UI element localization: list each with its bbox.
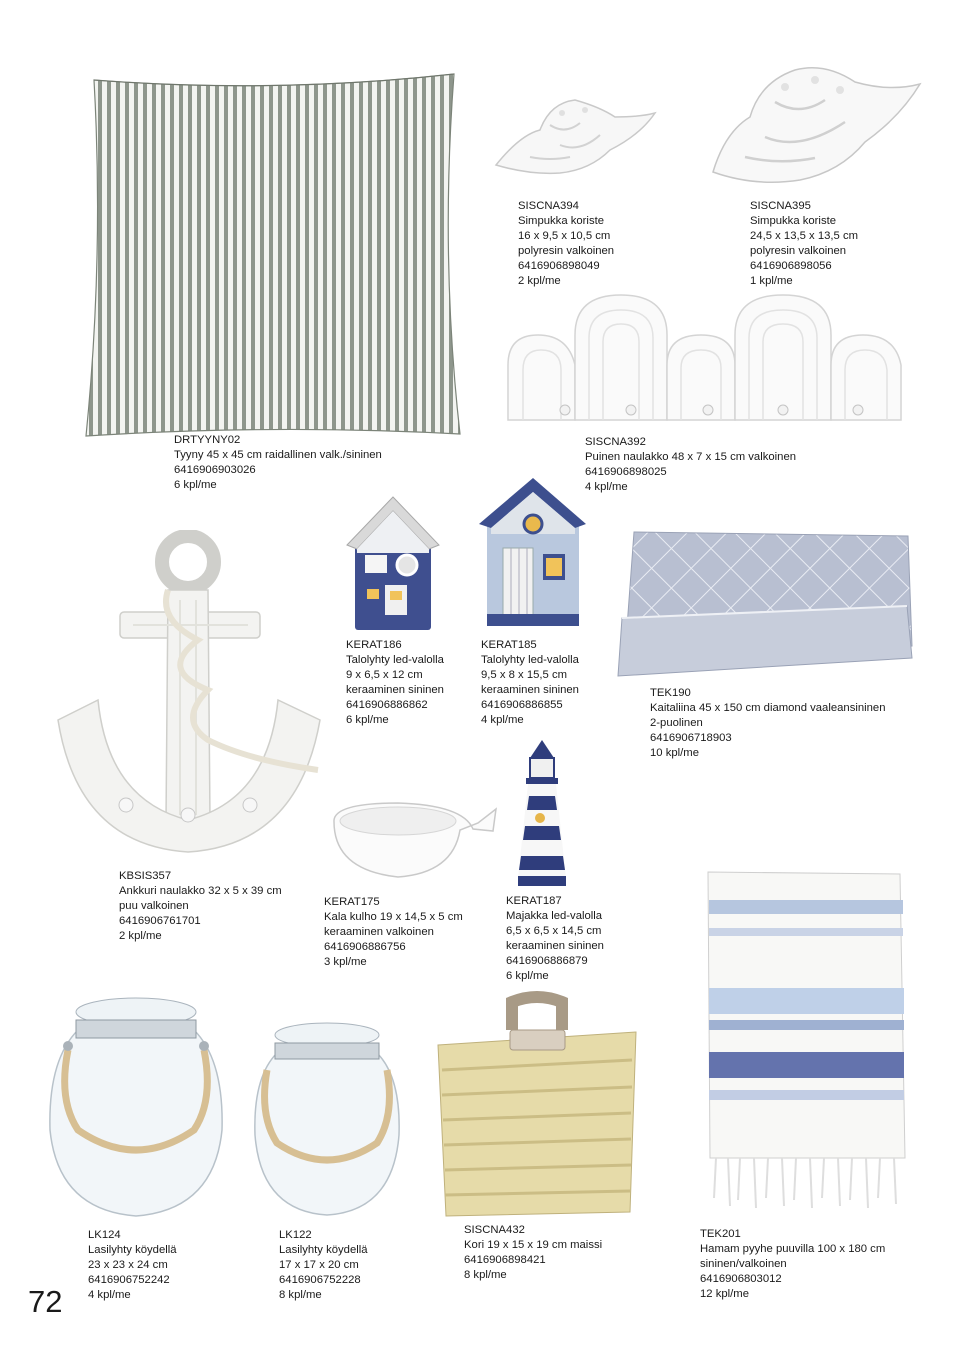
product-code: LK124 (88, 1229, 121, 1241)
product-code: SISCNA392 (585, 436, 646, 448)
runner-image (612, 528, 917, 678)
product-code: LK122 (279, 1229, 312, 1241)
product-code: DRTYYNY02 (174, 434, 241, 446)
product-material: polyresin valkoinen (750, 245, 847, 257)
product-dimensions: 17 x 17 x 20 cm (279, 1259, 359, 1271)
product-pack-size: 8 kpl/me (464, 1269, 507, 1281)
product-ean: 6416906761701 (119, 915, 201, 927)
product-description: Talolyhty led-valolla (346, 654, 444, 666)
pillow-image (80, 72, 470, 442)
anchor-image (38, 530, 348, 860)
product-material: keraaminen valkoinen (324, 926, 434, 938)
lighthouse-image (510, 738, 575, 888)
towel-image (700, 868, 915, 1218)
anchor-caption (119, 869, 282, 944)
product-dimensions: 9,5 x 8 x 15,5 cm (481, 669, 568, 681)
product-material: keraaminen sininen (346, 684, 444, 696)
product-dimensions: 9 x 6,5 x 12 cm (346, 669, 423, 681)
product-pack-size: 3 kpl/me (324, 956, 367, 968)
product-code: KERAT186 (346, 639, 402, 651)
product-pack-size: 6 kpl/me (174, 479, 217, 491)
product-description: Simpukka koriste (750, 215, 837, 227)
product-description: Ankkuri naulakko 32 x 5 x 39 cm (119, 885, 282, 897)
product-dimensions: 6,5 x 6,5 x 14,5 cm (506, 925, 602, 937)
product-material: puu valkoinen (119, 900, 189, 912)
runner-caption (650, 686, 886, 761)
product-description: Tyyny 45 x 45 cm raidallinen valk./sininen (174, 449, 382, 461)
product-description: Majakka led-valolla (506, 910, 603, 922)
product-description: Talolyhty led-valolla (481, 654, 579, 666)
product-dimensions: 16 x 9,5 x 10,5 cm (518, 230, 611, 242)
product-ean: 6416906752242 (88, 1274, 170, 1286)
product-pack-size: 4 kpl/me (481, 714, 524, 726)
lantern-small-caption (279, 1228, 368, 1303)
product-ean: 6416906886855 (481, 699, 563, 711)
product-description: Lasilyhty köydellä (279, 1244, 368, 1256)
product-pack-size: 1 kpl/me (750, 275, 793, 287)
product-pack-size: 8 kpl/me (279, 1289, 322, 1301)
product-ean: 6416906898421 (464, 1254, 546, 1266)
product-ean: 6416906886862 (346, 699, 428, 711)
product-material: keraaminen sininen (506, 940, 604, 952)
product-material: keraaminen sininen (481, 684, 579, 696)
product-code: SISCNA395 (750, 200, 811, 212)
product-pack-size: 6 kpl/me (506, 970, 549, 982)
product-description: Kaitaliina 45 x 150 cm diamond vaaleansininen (650, 702, 886, 714)
product-code: SISCNA394 (518, 200, 579, 212)
product-ean: 6416906752228 (279, 1274, 361, 1286)
product-pack-size: 2 kpl/me (119, 930, 162, 942)
product-ean: 6416906718903 (650, 732, 732, 744)
product-pack-size: 2 kpl/me (518, 275, 561, 287)
product-code: SISCNA432 (464, 1224, 525, 1236)
pillow-caption (174, 433, 382, 493)
shell-small-caption (518, 199, 614, 289)
shell-small-image (490, 95, 660, 180)
product-ean: 6416906803012 (700, 1273, 782, 1285)
product-description: Lasilyhty köydellä (88, 1244, 177, 1256)
house-small-image (343, 493, 443, 633)
product-pack-size: 4 kpl/me (585, 481, 628, 493)
product-ean: 6416906898056 (750, 260, 832, 272)
product-dimensions: 23 x 23 x 24 cm (88, 1259, 168, 1271)
fish-bowl-image (328, 795, 503, 880)
product-ean: 6416906886879 (506, 955, 588, 967)
product-code: KBSIS357 (119, 870, 172, 882)
product-ean: 6416906898025 (585, 466, 667, 478)
towel-caption (700, 1227, 885, 1302)
product-code: KERAT185 (481, 639, 537, 651)
product-color: sininen/valkoinen (700, 1258, 787, 1270)
product-pack-size: 10 kpl/me (650, 747, 699, 759)
lantern-large-image (38, 990, 233, 1220)
lantern-small-image (245, 1015, 410, 1220)
house-large-image (475, 474, 590, 630)
product-description: Hamam pyyhe puuvilla 100 x 180 cm (700, 1243, 886, 1255)
shell-large-caption (750, 199, 858, 289)
lantern-large-caption (88, 1228, 177, 1303)
fish-bowl-caption (324, 895, 463, 970)
product-description: Simpukka koriste (518, 215, 605, 227)
basket-image (432, 990, 642, 1220)
product-detail: 2-puolinen (650, 717, 703, 729)
basket-caption (464, 1223, 602, 1283)
product-code: KERAT175 (324, 896, 380, 908)
product-pack-size: 12 kpl/me (700, 1288, 749, 1300)
product-ean: 6416906886756 (324, 941, 406, 953)
product-description: Kala kulho 19 x 14,5 x 5 cm (324, 911, 463, 923)
shell-large-image (705, 62, 925, 192)
product-code: KERAT187 (506, 895, 562, 907)
product-description: Puinen naulakko 48 x 7 x 15 cm valkoinen (585, 451, 797, 463)
house-large-caption (481, 638, 579, 728)
house-small-caption (346, 638, 444, 728)
product-ean: 6416906898049 (518, 260, 600, 272)
page-number: 72 (28, 1284, 63, 1319)
product-pack-size: 4 kpl/me (88, 1289, 131, 1301)
lighthouse-caption (506, 894, 604, 984)
product-dimensions: 24,5 x 13,5 x 13,5 cm (750, 230, 859, 242)
product-description: Kori 19 x 15 x 19 cm maissi (464, 1239, 603, 1251)
product-pack-size: 6 kpl/me (346, 714, 389, 726)
product-material: polyresin valkoinen (518, 245, 615, 257)
rack-caption (585, 435, 796, 495)
rack-image (503, 290, 918, 425)
product-code: TEK201 (700, 1228, 741, 1240)
product-ean: 6416906903026 (174, 464, 256, 476)
product-code: TEK190 (650, 687, 691, 699)
